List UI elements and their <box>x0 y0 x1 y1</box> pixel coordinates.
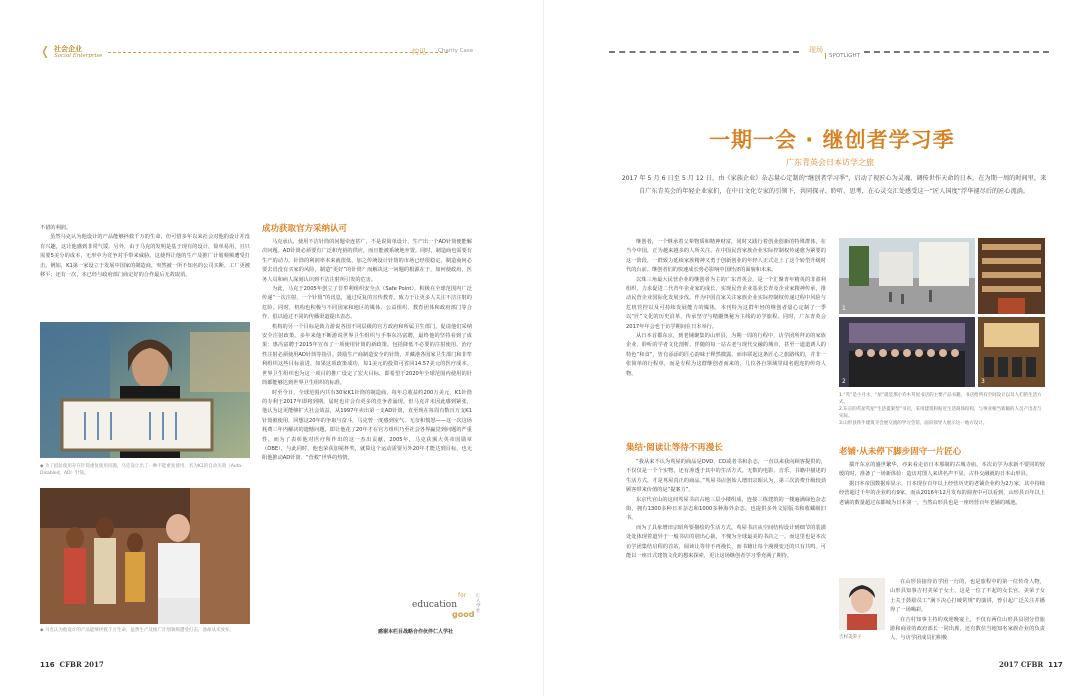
article-lead: 2017 年 5 月 6 日至 5 月 12 日，由《家族企业》杂志量心定制的“继创者学习季”，启动了视匠心为灵魂、调传世作天命的日本。在为期一周的时间里，来自广东青英会的年轻企业家们，在中日文化专家的引领下，共同探寻、聆听、思考，在心灵交汇处感受这一“匠人国度”浮华褪尽后的匠心流淌。 <box>621 175 1047 195</box>
left-page-header <box>40 44 505 64</box>
header-divider <box>108 52 448 53</box>
paragraph: 揣开东京的盛世繁华，亦来看走访日本那制的古城寺庙。本次访学为求新不要同的较缓的时，准备了一场新体验：造访对图人来讲名声不显、古朴交融就的日本山形县。 <box>839 462 1045 478</box>
right-footer <box>999 660 1063 669</box>
paragraph: 东京代官山的这间茑屋书店占地三层小楼组成，连接三栋建筑的一楼遍满绿色杂志街，拥有1300多种日本杂志和1000多种海外杂志，也提供多外文原版书和收藏级旧书。 <box>626 496 826 522</box>
sponsor-thanks: 感谢本栏目战略合作伙伴仁人学社 <box>378 629 454 635</box>
section-heading: 集结·阅读让等待不再漫长 <box>626 443 723 453</box>
logo-word: education <box>412 600 457 610</box>
paragraph: 继创者，一个继承着父辈物质和精神财富，同时又践行着创业创新的特殊群体，在当今中国，正为越来越多的人所关注。在中国民营家族企业实际控制权传递愈为紧要的这一阶段，一群致力延续家族精神又勇于创新创业的年轻人正式走上了这个转型升级时代的台前。继创者们的快速成长势必影响中国经济的面貌和未来。 <box>626 239 826 274</box>
section-heading: 成功获取官方采纳认可 <box>262 224 348 234</box>
section-label: 现场 <box>809 46 823 54</box>
paragraph: 为此，马克于2005年创立了非牟利组织安全点（Safe Point），积极在全球范围内广泛传递“一次注射，一个针筒”的讯息，通过反复的宣传教育，致力于让更多人关注不洁注射的危险。同时，机构也积极与不同国家和地区的媒体、公益组织、教育团体和政府部门等合作，倡以通过不同的传播渠道提出表态。 <box>262 286 472 321</box>
education-for-good-logo <box>412 592 482 622</box>
column-label: 约见 <box>412 48 426 56</box>
section-heading: 老铺·从未停下脚步固守一片匠心 <box>839 447 962 457</box>
photo-inventor-with-children <box>40 488 250 624</box>
paragraph: 马克承认，使用不洁针筒的问题牵连甚广，不是说简单设计、生产出一个AD针筒便能解决问题。AD针筒必须要有广泛和充裕的供应，而且能被系统地弃置。同时，制造商也需要有生产的动力。针筒的利润率本来就很低，加之传统设计针筒的市场已经很稳定，制造商何必要去冒没有买家的风险，制造“更好”的针筒？而解决这一问题的根源在于，如何使政府、医务人员和病人深刻认识到不洁注射所引发的危害。 <box>262 239 472 283</box>
section-label-en: SPOTLIGHT <box>825 53 860 59</box>
magazine-name: CFBR 2017 <box>59 660 104 669</box>
paragraph: 据日本帝国数据库显示，日本现存百年以上经营历史的老铺企业约为2万家，其中持续经营超过千年的企业约有9家，而从2016年12月发布的调查中可以看到，山形县百年以上老铺的数量超过东都城为日本第一，当然山形县也是一座经营百年老铺的城池。 <box>839 480 1045 506</box>
caption-text: 马克认为他设计的产品能够拯救千万生命，虽然生产及推广计划频频遭受打击，他却从未放弃。 <box>44 628 234 633</box>
photo-captions-list <box>839 392 1045 427</box>
page-number: 116 <box>40 661 55 669</box>
left-col2-text <box>262 238 472 616</box>
header-divider <box>864 51 1049 53</box>
svg-text:1: 1 <box>842 305 846 312</box>
paragraph: 在山形县接待访学团一行的，也是旅程中的第一位传奇人物，山形县知事吉村美荣子女士，这是一位了不起的女长官。美荣子女士关于鼓励员工“满下决心打破常规”的演讲，曾引起广泛关注并播得了一场喝彩。 <box>890 579 1045 614</box>
photo-group-event <box>839 317 975 387</box>
paragraph: 机构的另一个目标是致力游说各国不同层级的官方政府和所属卫生部门，促请他们采纳安全注射政策。多年来他不断游说世界卫生组织与手事东冯富聘，最终他的坚持看到了成果：惠冯富聘于2015年宣布了一项使用针筒的新政策。包括降低不必要的注射使用、治疗性注射必须使用AD针筒等指引。鼓励生产商制造安全的针筒，并藏港各国家卫生部门和非牟利组织这些目标前进。如果这项政策成功，每1美元的投资可省回14.57美元的医疗成本。世界卫生组织也为这一项目的推广设定了宏大目标，即希望于2020年全球范围内使用的针筒都能够达到世界卫生组织的标准。 <box>262 323 472 387</box>
photo-caption: 1.“茑”是小月水，“屋”就是那小乔木茑屋书店的主要产品书籍，书店给所有空间设计以及人们的生活方式。 <box>839 393 1042 405</box>
photo2-caption <box>40 627 250 634</box>
section-label: 社会企业 <box>54 45 82 53</box>
person-caption: 吉村美荣子 <box>839 635 862 640</box>
paragraph: 以珠三角最大民营企业的继创者为主的广东青英会，是一个汇聚青年精英的非盈利组织，力求促进二代青年企业家的成长，实现民营企业基业长青及企业家精神传承，推动民营企业国际化发展步伐。作为中国首家关注家族企业实际控制权传递过程中风险与危机管控以及可持续发展能力的媒体，本刊特为这群年轻的继创者量心定制了一季以“匠”文化的历史沿革、传承坚守与精髓奥秘为主线的访学旅程。同时，广东青英会2017年年会也于访学期间在日本举行。 <box>626 276 826 330</box>
svg-text:2: 2 <box>842 378 846 385</box>
paragraph: “我从来不认为茑屋的商品是DVD、CD或者书和杂志，一直以来我向顾客提供的，不仅仅是一个个实物，还有渗透于其中的生活方式。无数的电影、音乐、书籍中描述的生活方式，才是茑屋真正的商品。”茑屋书店创始人增田宗昭认为，第三次消费升级较劲顾客带来价值的是“提案力”。 <box>626 459 826 494</box>
paragraph: 虽然马克认为他设计的产品能够拯救千万的生命，但可惜多年以来社会对他的设计并没有兴趣，这让他感到非常气馁。另外，由于马克的发明是基于现有的设计，简单易用，且只需要5美分的成本，无形中为竞争对手带来威胁。这使得让他的生产及推广计划频频遭受打击。例如，K1第一家设立于发展中国家的制造商，突然被一所不知名的公司买断，工厂更被移平；还有一次，本已经与政府部门商定好的合作最后无故取消。 <box>40 234 250 279</box>
right-col1-text-b <box>626 458 826 648</box>
left-footer <box>40 660 104 669</box>
left-col1-text <box>40 224 250 316</box>
header-divider <box>609 51 799 53</box>
photo-governor <box>839 578 885 630</box>
right-col2-text-a <box>839 461 1045 575</box>
section-label-en: Social Enterprise <box>54 53 103 59</box>
photo-lecture-hall <box>978 317 1045 387</box>
photo-bookstore-interior <box>978 238 1045 314</box>
paragraph: 时至今日，全球范围内共有30家K1针筒的制造商，每年总收益约200万美元，K1针筒的专利于2017年即将到期。届时也许会有更多的竞争者涌现。但马克并未因此感到紧张，他认为这更能够扩大社会效益，从1997年卖出第一支AD针筒，直至现在每周有数百万支K1针筒被使用，回想这20年的争取与奋斗，马克曾一度感到室气、无奈和愤怒——这一次这场耗费三年内解决的遗憾问题，即让他花了20年才在官方组织乃至社会各界赢觉到问题的严重性，而为了表彰他对医疗所作出的这一杰出贡献，2005年，马克获颁大英帝国勋章（OBE），与此同时，他也荣获加冕杯奖，就算这个运动需要另外20年才能达到目标，也无阻他推动AD针筒、“营救”世界的热情。 <box>262 389 472 462</box>
photo-tokyo-street <box>839 238 975 314</box>
caption-bullet-icon: ◆ <box>40 628 45 633</box>
page-number: 117 <box>1048 661 1063 669</box>
photo-inventor-with-syringes <box>40 322 250 458</box>
svg-text:3: 3 <box>981 378 985 385</box>
photo-caption: 3.山形县铁牛建筑寺会展交流的学习会馆，面向领导人展示这一地方设计。 <box>839 421 988 426</box>
right-col1-text-a <box>626 238 826 438</box>
article-title: 一期一会 · 继创者学习季 <box>709 128 955 152</box>
logo-word: good <box>452 610 475 619</box>
column-label-en: Charity Case <box>438 48 474 54</box>
paragraph: 而为了具象增田宗昭所要描绘的生活方式，茑屋书店从空间结构设计到细节的装潢处处体现着道异于一般书店的别出心裁，不愧为全球最美的书店之一。而这里也是本次访学团集结启程的首站，阅读让等待不再漫长，而书籍让每个漫漫变迁的只有共鸣。可能以一座日式建筑文化的想来探索，更让这场继创者学习季充满了期待。 <box>626 524 826 560</box>
right-page <box>543 0 1086 696</box>
magazine-name: 2017 CFBR <box>999 660 1044 669</box>
section-bracket-icon: ❬ <box>40 44 51 58</box>
photo1-caption <box>40 463 250 477</box>
article-subtitle: 广东青英会日本访学之旅 <box>786 158 874 167</box>
right-col2-text-b <box>890 578 1045 648</box>
photo-caption: 2.东京的茑屋茑屋“生活提案型”书店，采用建筑和贴近生活商场结构，与事业相当新颖的人员产出者与实际。 <box>839 407 1042 419</box>
paragraph: 在吉村知事主持的欢迎晚宴上，不仅有两位山形县县别分管旅游和商业的政府部长一同出席，还有数位当地知名家族企业的负责人，与访学团成员们积极 <box>890 616 1045 642</box>
caption-bullet-icon: ◆ <box>40 464 45 469</box>
caption-text: 为了抵抗使用存在针筒重复使用问题，马克设计出了一种不能重复使用、名为K1的自动失效（Auto-Disabled，AD）针筒。 <box>40 464 243 476</box>
right-page-header <box>609 44 1049 64</box>
logo-side-label: 仁人学社 <box>476 594 481 614</box>
intro-line: 不错的利润。 <box>40 225 72 231</box>
logo-word: for <box>458 592 467 599</box>
paragraph: 从日本首都东京，到老铺聚集的山形县，为期一周的行程中，访学团所拜访的家族企业、聆听的学者文化剖析、伴随的每一站古老与现代交融的城市，甚至一道道诱人的特色“和食”，皆有添添的匠心韵味于释然微露。而串联起这条匠心之旅路线的，并非一张简单的行程单，而是专程为这群继创者而来的、几位各自领域里闻名遐迩的传奇人物。 <box>626 333 826 377</box>
